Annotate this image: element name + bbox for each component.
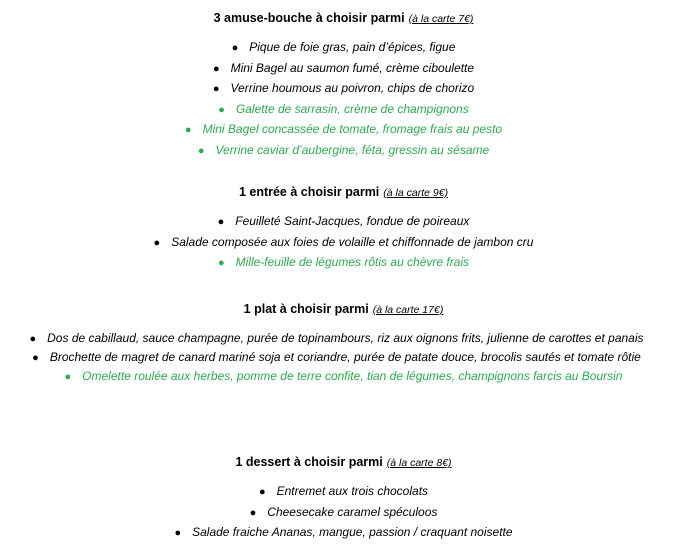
section-heading — [0, 301, 687, 318]
section-entree — [0, 184, 687, 274]
section-heading — [0, 10, 687, 27]
bullet-icon: ● — [249, 506, 257, 519]
item-text: Mille-feuille de légumes rôtis au chèvre frais — [235, 255, 470, 269]
section-title: 1 plat à choisir parmi — [243, 302, 369, 316]
item-text: Feuilleté Saint-Jacques, fondue de poireaux — [235, 214, 470, 228]
item-list — [0, 38, 687, 161]
bullet-icon: ● — [218, 103, 225, 116]
bullet-icon: ● — [174, 527, 182, 539]
item-text: Salade fraiche Ananas, mangue, passion / craquant noisette — [192, 525, 513, 539]
bullet-icon: ● — [153, 236, 161, 249]
list-item — [0, 233, 687, 254]
list-item — [0, 348, 687, 367]
section-title: 1 entrée à choisir parmi — [238, 185, 380, 199]
list-item — [0, 59, 687, 80]
section-title: 1 dessert à choisir parmi — [235, 455, 383, 469]
item-text: Dos de cabillaud, sauce champagne, purée de topinambours, riz aux oignons frits, julienne de carottes et panais — [47, 331, 644, 345]
list-item — [0, 253, 687, 274]
bullet-icon: ● — [64, 371, 72, 383]
list-item — [0, 79, 687, 100]
list-item — [0, 120, 687, 141]
section-price: (à la carte 17€) — [372, 304, 444, 316]
list-item — [0, 141, 687, 162]
item-list — [0, 329, 687, 388]
list-item — [0, 503, 687, 524]
list-item — [0, 482, 687, 503]
bullet-icon: ● — [258, 486, 266, 498]
item-list — [0, 482, 687, 544]
list-item — [0, 367, 687, 388]
list-item — [0, 100, 687, 121]
item-text: Mini Bagel au saumon fumé, crème ciboulette — [230, 60, 475, 75]
item-text: Galette de sarrasin, crème de champignons — [235, 101, 469, 116]
item-text: Cheesecake caramel spéculoos — [267, 504, 438, 519]
bullet-icon: ● — [217, 216, 225, 228]
list-item — [0, 523, 687, 544]
section-plat — [0, 301, 687, 388]
bullet-icon: ● — [217, 257, 225, 269]
section-title: 3 amuse-bouche à choisir parmi — [213, 11, 405, 25]
item-text: Pique de foie gras, pain d’épices, figue — [249, 40, 456, 54]
section-amuse-bouche — [0, 10, 687, 161]
section-dessert — [0, 454, 687, 544]
section-price: (à la carte 8€) — [386, 457, 452, 469]
item-text: Omelette roulée aux herbes, pomme de terre confite, tian de légumes, champignons farcis au Boursin — [82, 369, 623, 383]
section-price: (à la carte 7€) — [408, 13, 474, 25]
bullet-icon: ● — [231, 42, 239, 54]
section-heading — [0, 184, 687, 201]
item-text: Salade composée aux foies de volaille et chiffonnade de jambon cru — [171, 234, 534, 249]
item-text: Mini Bagel concassée de tomate, fromage frais au pesto — [202, 122, 503, 136]
list-item — [0, 329, 687, 348]
item-list — [0, 212, 687, 274]
section-price: (à la carte 9€) — [383, 187, 449, 199]
item-text: Brochette de magret de canard mariné soja et coriandre, purée de patate douce, brocolis sautés et tomate rôtie — [49, 350, 641, 364]
bullet-icon: ● — [32, 352, 39, 364]
item-text: Verrine caviar d’aubergine, féta, gressin au sésame — [215, 142, 490, 157]
item-text: Verrine houmous au poivron, chips de chorizo — [230, 81, 475, 95]
bullet-icon: ● — [184, 124, 192, 136]
list-item — [0, 212, 687, 233]
list-item — [0, 38, 687, 59]
item-text: Entremet aux trois chocolats — [276, 484, 429, 498]
bullet-icon: ● — [197, 144, 205, 157]
section-heading — [0, 454, 687, 471]
bullet-icon: ● — [29, 333, 37, 345]
bullet-icon: ● — [212, 62, 220, 75]
bullet-icon: ● — [212, 83, 220, 95]
